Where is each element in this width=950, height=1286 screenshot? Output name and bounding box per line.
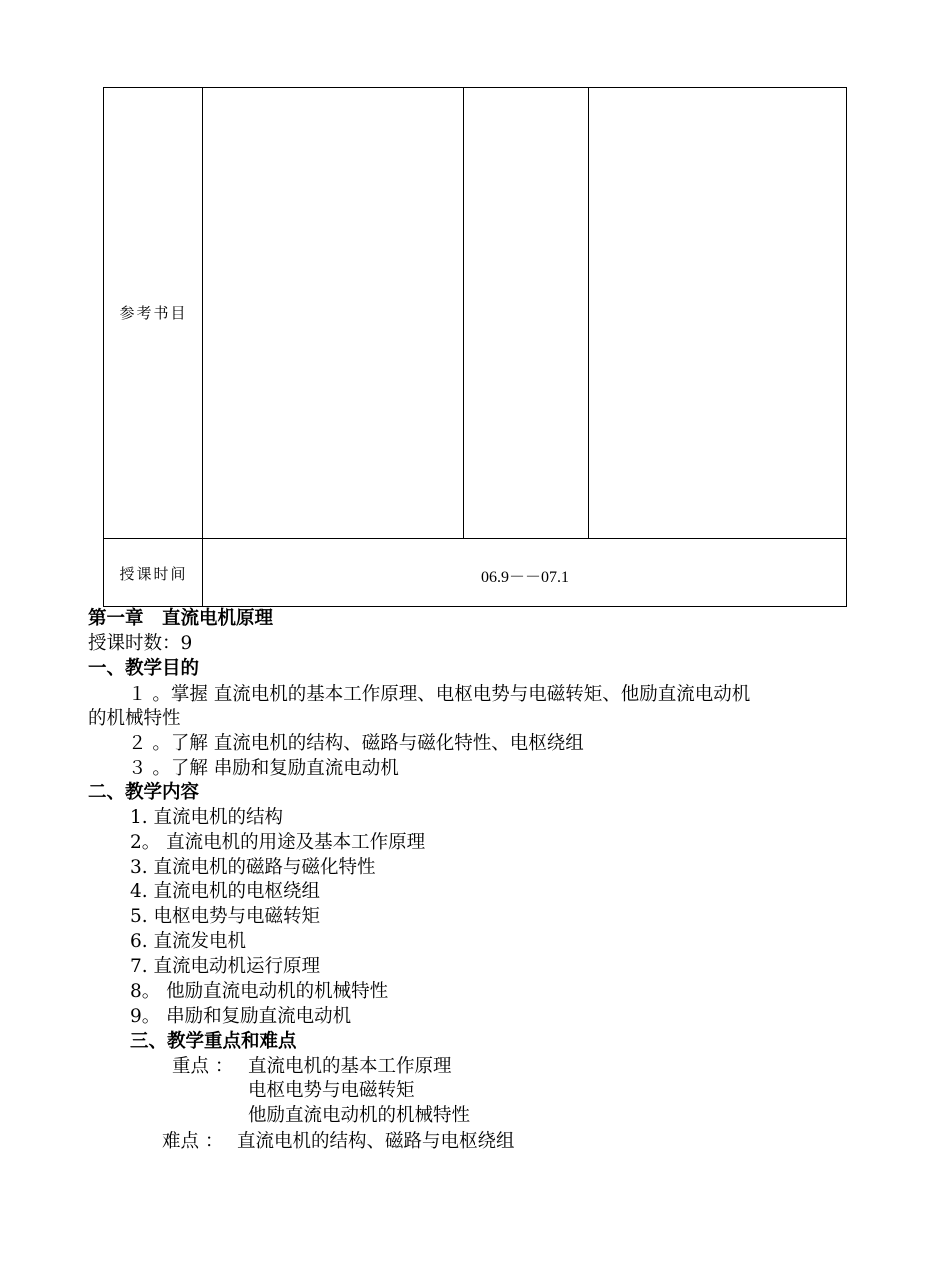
table-row-schedule xyxy=(104,538,846,607)
content-item: 4. 直流电机的电枢绕组 xyxy=(130,881,321,902)
content-item: 9。 串励和复励直流电动机 xyxy=(130,1006,352,1027)
content-item: 6. 直流发电机 xyxy=(130,931,247,952)
focus-item: 他励直流电动机的机械特性 xyxy=(248,1105,471,1126)
schedule-date-range: 06.9－－07.1 xyxy=(480,569,569,586)
content-heading: 二、教学内容 xyxy=(88,782,200,803)
objective-item-2: ２ 。了解 直流电机的结构、磁路与磁化特性、电枢绕组 xyxy=(128,733,584,754)
objective-item-3: ３ 。了解 串励和复励直流电动机 xyxy=(128,758,399,779)
objective-item-1-cont: 的机械特性 xyxy=(88,708,181,729)
schedule-label: 授课时间 xyxy=(119,565,188,583)
content-item: 8。 他励直流电动机的机械特性 xyxy=(130,981,389,1002)
key-points-heading: 三、教学重点和难点 xyxy=(130,1031,297,1052)
content-item: 3. 直流电机的磁路与磁化特性 xyxy=(130,857,376,878)
objective-item-1: １ 。掌握 直流电机的基本工作原理、电枢电势与电磁转矩、他励直流电动机 xyxy=(128,684,751,705)
table-divider xyxy=(588,88,589,538)
focus-item: 直流电机的基本工作原理 xyxy=(248,1056,452,1077)
content-item: 1. 直流电机的结构 xyxy=(130,807,284,828)
difficulty-item: 直流电机的结构、磁路与电枢绕组 xyxy=(237,1131,515,1152)
references-label: 参考书目 xyxy=(119,304,188,322)
content-item: 7. 直流电动机运行原理 xyxy=(130,956,321,977)
content-item: 2。 直流电机的用途及基本工作原理 xyxy=(130,832,426,853)
focus-item: 电枢电势与电磁转矩 xyxy=(248,1080,415,1101)
table-row-references xyxy=(104,88,846,538)
content-item: 5. 电枢电势与电磁转矩 xyxy=(130,906,321,927)
course-info-table xyxy=(103,87,847,607)
teaching-hours: 授课时数：9 xyxy=(88,633,193,654)
table-divider xyxy=(463,88,464,538)
chapter-title: 第一章 直流电机原理 xyxy=(88,608,274,629)
difficulty-label: 难点 ： xyxy=(162,1131,224,1152)
objectives-heading: 一、教学目的 xyxy=(88,658,200,679)
focus-label: 重点 ： xyxy=(172,1056,234,1077)
